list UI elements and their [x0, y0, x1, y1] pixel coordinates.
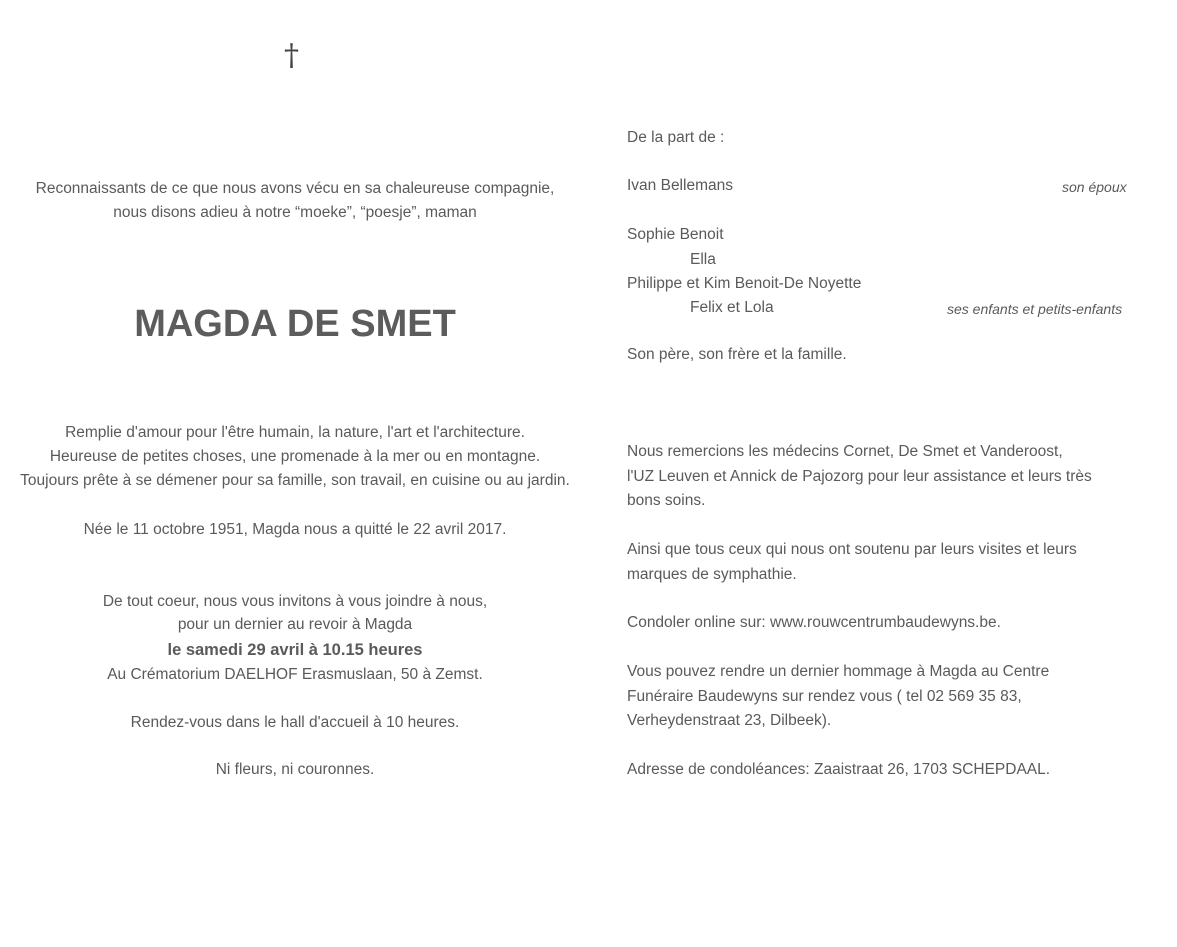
deceased-name: MAGDA DE SMET: [134, 303, 456, 345]
thanks-others-line: Ainsi que tous ceux qui nous ont soutenu par leurs visites et leurs: [627, 541, 1077, 558]
tribute-paragraph: [627, 660, 1147, 734]
right-column: [627, 0, 1147, 947]
condolences-online: Condoler online sur: www.rouwcentrumbaudewyns.be.: [627, 614, 1001, 631]
tribute-line: Funéraire Baudewyns sur rendez vous ( tel 02 569 35 83,: [627, 687, 1022, 705]
condolence-address: Adresse de condoléances: Zaaistraat 26, 1703 SCHEPDAAL.: [627, 761, 1051, 778]
ceremony-location: Au Crématorium DAELHOF Erasmuslaan, 50 à Zemst.: [107, 666, 483, 683]
invitation-line-1: De tout coeur, nous vous invitons à vous joindre à nous,: [102, 593, 488, 610]
grandchild-name: Ella: [690, 251, 716, 268]
tribute-line: Vous pouvez rendre un dernier hommage à Magda au Centre: [627, 663, 1050, 680]
children-role: ses enfants et petits-enfants: [947, 301, 1123, 317]
ceremony-date: le samedi 29 avril à 10.15 heures: [167, 641, 423, 659]
intro-line-1: Reconnaissants de ce que nous avons vécu en sa chaleureuse compagnie,: [35, 180, 555, 197]
family-line: Son père, son frère et la famille.: [627, 346, 847, 363]
invitation-line-2: pour un dernier au revoir à Magda: [177, 616, 413, 633]
thanks-others-paragraph: [627, 538, 1147, 587]
thanks-paragraph: [627, 440, 1147, 514]
meeting-info: Rendez-vous dans le hall d'accueil à 10 heures.: [130, 714, 460, 731]
thanks-line: Nous remercions les médecins Cornet, De Smet et Vanderoost,: [627, 443, 1063, 460]
tribute-line: Verheydenstraat 23, Dilbeek).: [627, 712, 832, 729]
thanks-line: bons soins.: [627, 492, 706, 509]
no-flowers-note: Ni fleurs, ni couronnes.: [215, 761, 375, 778]
spouse-name: Ivan Bellemans: [627, 177, 733, 194]
thanks-others-line: marques de symphathie.: [627, 565, 797, 583]
life-dates: Née le 11 octobre 1951, Magda nous a quitté le 22 avril 2017.: [83, 521, 507, 538]
child-name: Sophie Benoit: [627, 226, 724, 243]
grandchild-name: Felix et Lola: [690, 299, 774, 316]
from-label: De la part de :: [627, 129, 725, 146]
child-name: Philippe et Kim Benoit-De Noyette: [627, 275, 862, 292]
cross-icon: †: [284, 38, 299, 73]
thanks-line: l'UZ Leuven et Annick de Pajozorg pour leur assistance et leurs très: [627, 467, 1092, 485]
description-line-3: Toujours prête à se démener pour sa famille, son travail, en cuisine ou au jardin.: [20, 472, 570, 489]
description-line-2: Heureuse de petites choses, une promenade à la mer ou en montagne.: [49, 448, 541, 465]
intro-line-2: nous disons adieu à notre “moeke”, “poesje”, maman: [113, 204, 477, 221]
spouse-role: son époux: [1062, 179, 1127, 195]
description-line-1: Remplie d'amour pour l'être humain, la nature, l'art et l'architecture.: [65, 424, 525, 441]
